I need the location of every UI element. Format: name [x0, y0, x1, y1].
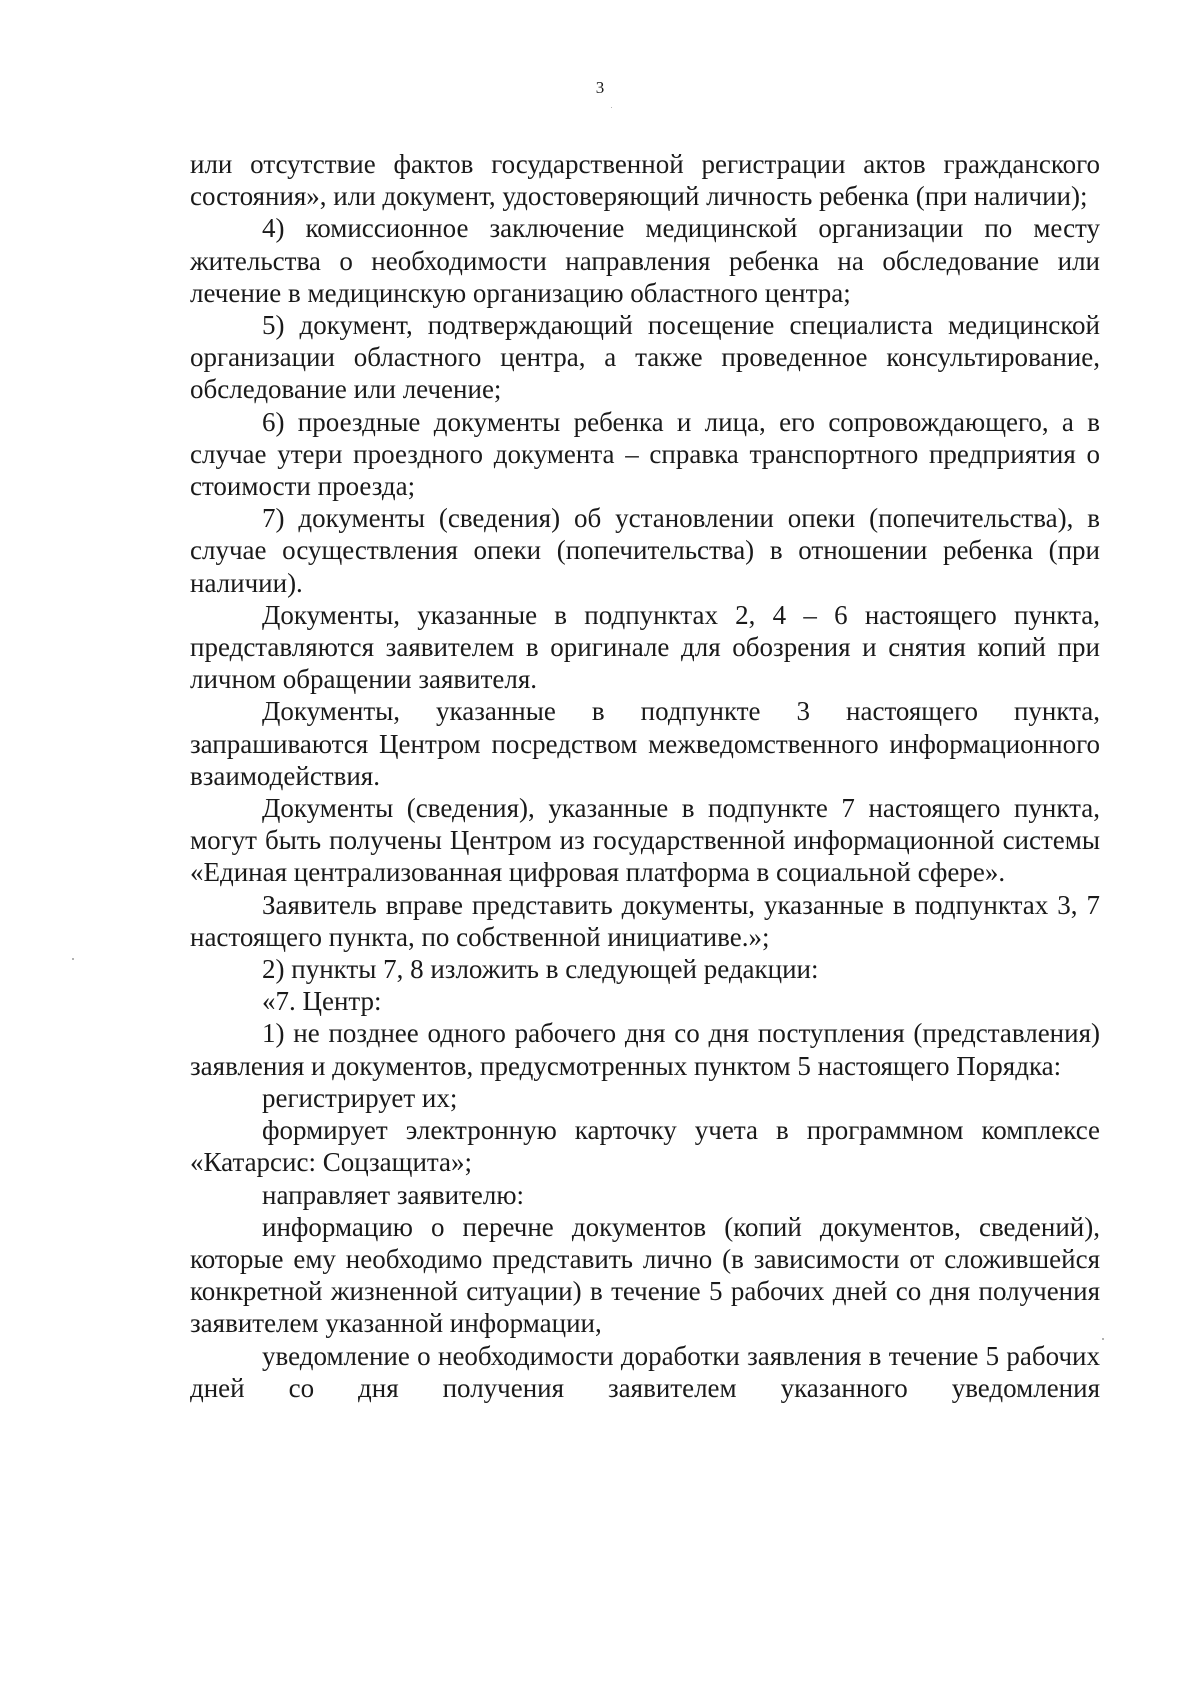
paragraph-continuation: или отсутствие фактов государственной регистрации актов гражданского состояния», или документ, удостоверяющий личность ребенка (при наличии); [190, 149, 1100, 212]
paragraph-interagency-request: Документы, указанные в подпункте 3 настоящего пункта, запрашиваются Центром посредством межведомственного информационного взаимодействия. [190, 696, 1100, 791]
paragraph-original-documents: Документы, указанные в подпунктах 2, 4 – 6 настоящего пункта, представляются заявителем в оригинале для обозрения и снятия копий при личном обращении заявителя. [190, 599, 1100, 695]
paragraph-item-4: 4) комиссионное заключение медицинской организации по месту жительства о необходимости направления ребенка на обследование или лечение в медицинскую организацию областного центра; [190, 213, 1100, 308]
paragraph-registers: регистрирует их; [262, 1082, 458, 1113]
paragraph-item-5: 5) документ, подтверждающий посещение специалиста медицинской организации областного центра, а также проведенное консультирование, обследование или лечение; [190, 310, 1100, 405]
paragraph-amendment: 2) пункты 7, 8 изложить в следующей редакции: [262, 954, 819, 985]
scan-speck [1102, 1338, 1104, 1340]
paragraph-center-heading: «7. Центр: [262, 986, 382, 1017]
scan-speck [611, 107, 612, 108]
paragraph-item-6: 6) проездные документы ребенка и лица, его сопровождающего, а в случае утери проездного документа – справка транспортного предприятия о стоимости проезда; [190, 406, 1100, 502]
paragraph-document-list-info: информацию о перечне документов (копий документов, сведений), которые ему необходимо представить лично (в зависимости от сложившейся конкретной жизненной ситуации) в течение 5 рабочих дней со дня получения заявителем указанной информации, [190, 1211, 1100, 1339]
paragraph-item-7: 7) документы (сведения) об установлении опеки (попечительства), в случае осуществления опеки (попечительства) в отношении ребенка (при наличии). [190, 503, 1100, 598]
paragraph-social-platform: Документы (сведения), указанные в подпункте 7 настоящего пункта, могут быть получены Центром из государственной информационной системы «Единая централизованная цифровая платформа в социальной сфере». [190, 793, 1100, 888]
paragraph-revision-notice: уведомление о необходимости доработки заявления в течение 5 рабочих дней со дня получения заявителем указанного уведомления [190, 1340, 1100, 1403]
paragraph-own-initiative: Заявитель вправе представить документы, указанные в подпунктах 3, 7 настоящего пункта, по собственной инициативе.»; [190, 889, 1100, 952]
document-body [190, 148, 1100, 1404]
paragraph-center-item-1: 1) не позднее одного рабочего дня со дня поступления (представления) заявления и документов, предусмотренных пунктом 5 настоящего Порядка: [190, 1018, 1100, 1081]
paragraph-sends-applicant: направляет заявителю: [262, 1179, 525, 1210]
paragraph-forms-card: формирует электронную карточку учета в программном комплексе «Катарсис: Соцзащита»; [190, 1115, 1100, 1178]
scan-speck [72, 958, 74, 960]
page-number: 3 [595, 78, 605, 97]
